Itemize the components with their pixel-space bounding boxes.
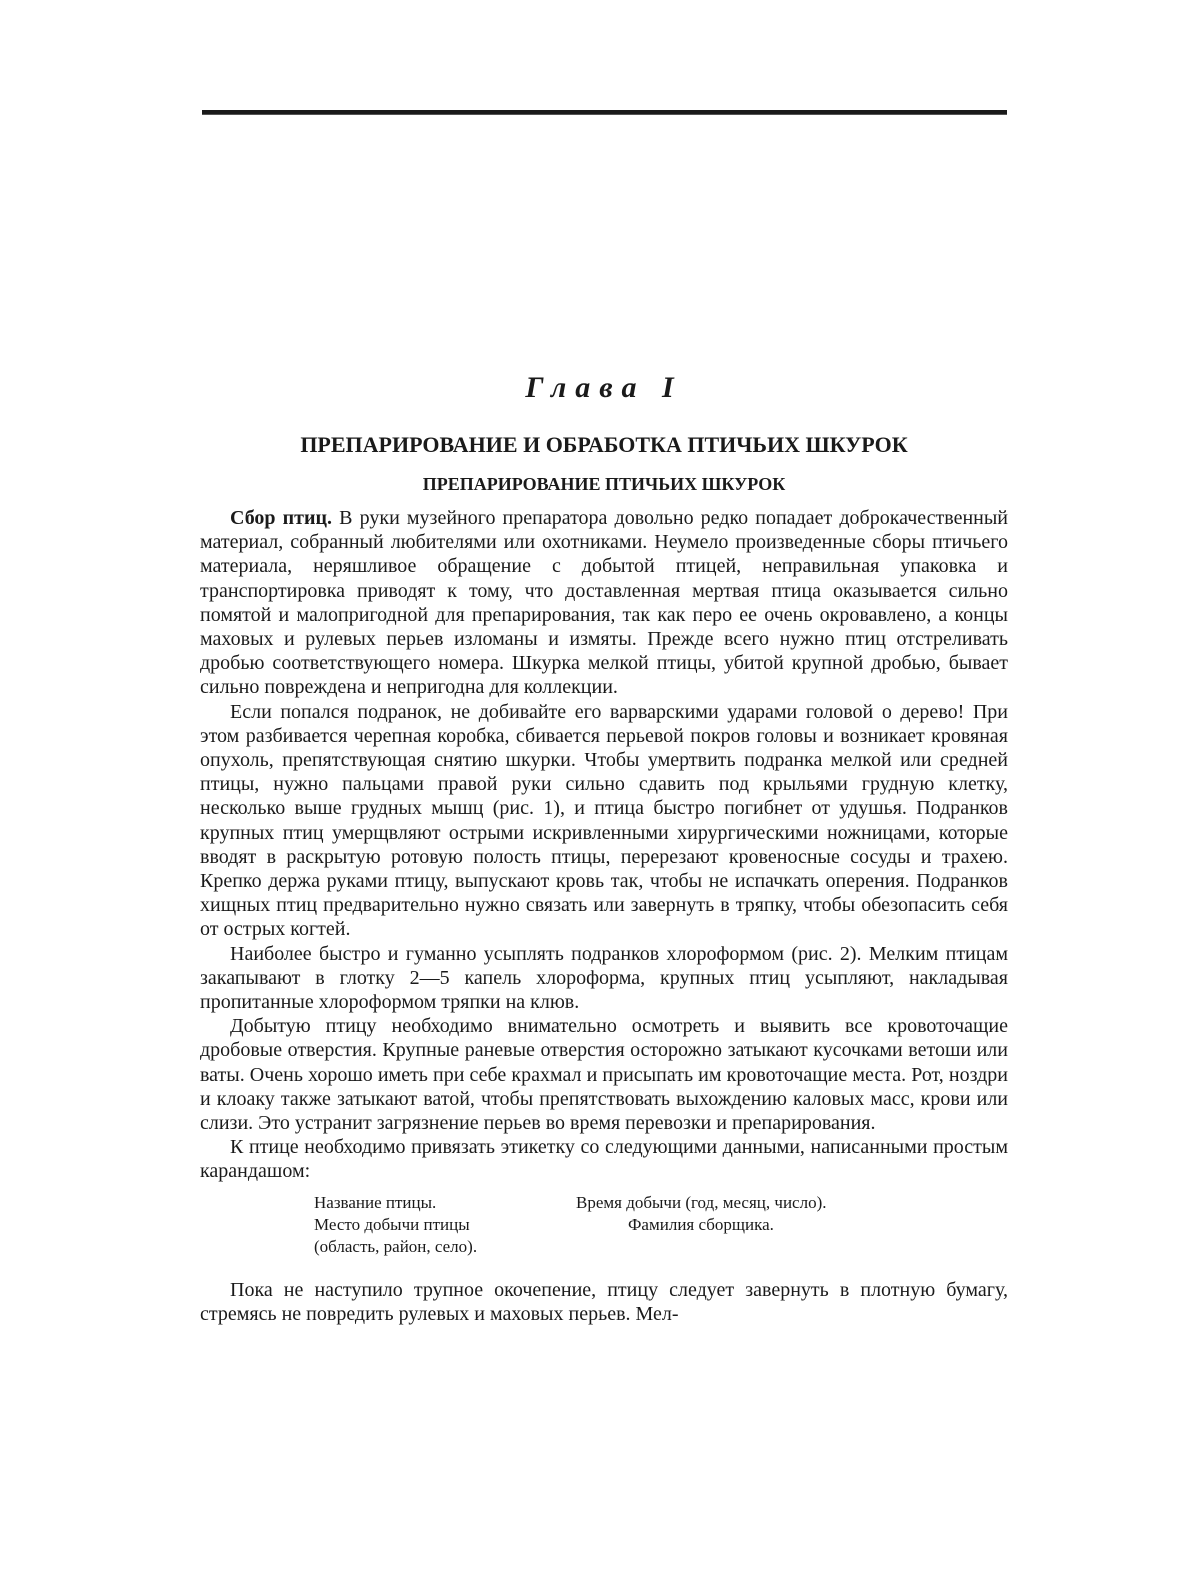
paragraph-wrapping: Пока не наступило трупное окочепение, птицу следует завернуть в плотную бумагу, стремясь не повредить рулевых и маховых перьев. Мел-: [200, 1278, 1008, 1325]
page-content: [200, 370, 1008, 1326]
label-field-location-detail: (область, район, село).: [314, 1236, 478, 1256]
paragraph-inspection: Добытую птицу необходимо внимательно осмотреть и выявить все кровоточащие дробовые отверстия. Крупные раневые отверстия осторожно затыкают кусочками ветоши или ваты. Очень хорошо иметь при себе крахмал и присыпать им кровоточащие места. Рот, ноздри и клоаку также затыкают ватой, чтобы препятствовать выхождению каловых масс, крови или слизи. Это устранит загрязнение перьев во время перевозки и препарирования.: [200, 1015, 1008, 1135]
label-field-collector: Фамилия сборщика.: [628, 1214, 774, 1234]
paragraph-text: В руки музейного препаратора довольно редко попадает доброкачественный материал, собранный любителями или охотниками. Неумело произведенные сборы птичьего материала, неряшливое обращение с добытой птицей, неправильная упаковка и транспортировка приводят к тому, что доставленная мертвая птица оказывается сильно помятой и малопригодной для препарирования, так как перо ее очень окровавлено, а концы маховых и рулевых перьев изломаны и измяты. Прежде всего нужно птиц отстреливать дробью соответствующего номера. Шкурка мелкой птицы, убитой крупной дробью, бывает сильно повреждена и непригодна для коллекции.: [200, 507, 1008, 699]
subsection-title: ПРЕПАРИРОВАНИЕ ПТИЧЬИХ ШКУРОК: [422, 474, 786, 494]
label-field-date: Время добычи (год, месяц, число).: [576, 1192, 827, 1212]
paragraph-label-intro: К птице необходимо привязать этикетку со следующими данными, написанными простым карандашом:: [200, 1136, 1008, 1183]
run-in-heading: Сбор птиц.: [230, 507, 333, 529]
chapter-title: Глава I: [525, 371, 683, 404]
paragraph-collecting: [200, 506, 1008, 700]
label-fields-left: [314, 1192, 576, 1258]
label-field-bird-name: Название птицы.: [314, 1192, 437, 1212]
paragraph-chloroform: Наиболее быстро и гуманно усыплять подранков хлороформом (рис. 2). Мелким птицам закапывают в глотку 2—5 капель хлороформа, крупных птиц усыпляют, накладывая пропитанные хлороформом тряпки на клюв.: [200, 942, 1008, 1014]
paragraph-wounded-bird: Если попался подранок, не добивайте его варварскими ударами головой о дерево! При этом разбивается черепная коробка, сбивается перьевой покров головы и возникает кровяная опухоль, препятствующая снятию шкурки. Чтобы умертвить подранка мелкой или средней птицы, нужно пальцами правой руки сильно сдавить под крыльями грудную клетку, несколько выше грудных мышц (рис. 1), и птица быстро погибнет от удушья. Подранков крупных птиц умерщвляют острыми искривленными хирургическими ножницами, которые вводят в раскрытую ротовую полость птицы, перерезают кровеносные сосуды и трахею. Крепко держа руками птицу, выпускают кровь так, чтобы не испачкать оперения. Подранков хищных птиц предварительно нужно связать или завернуть в тряпку, чтобы обезопасить себя от острых когтей.: [200, 700, 1008, 941]
section-title: ПРЕПАРИРОВАНИЕ И ОБРАБОТКА ПТИЧЬИХ ШКУРОК: [300, 432, 908, 457]
top-rule: [202, 110, 1007, 115]
label-field-location: Место добычи птицы: [314, 1214, 470, 1234]
label-fields: [314, 1192, 1008, 1258]
label-fields-right: [576, 1192, 936, 1258]
